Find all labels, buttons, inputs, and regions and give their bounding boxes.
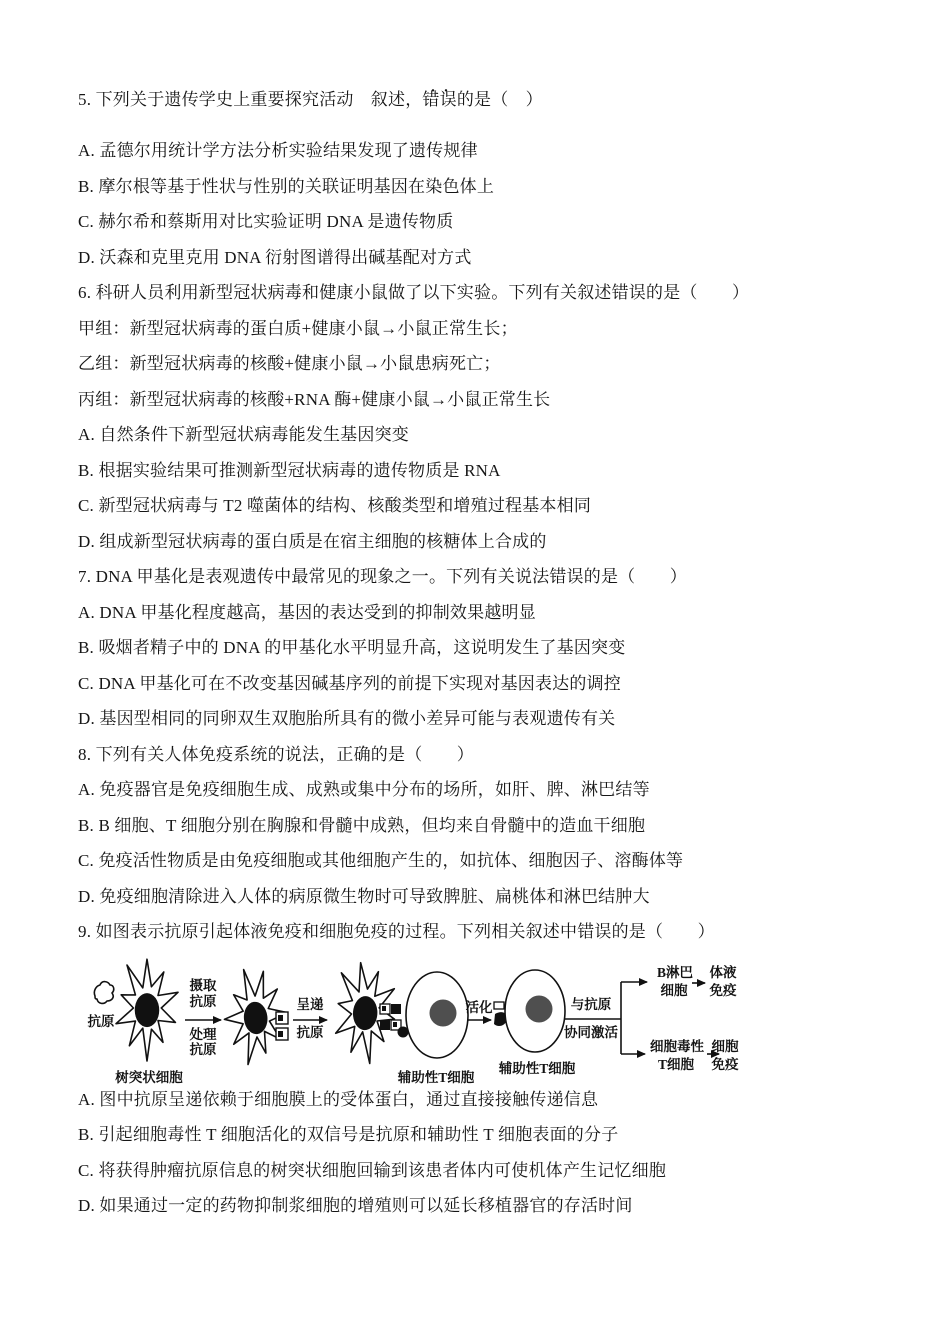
branch-bracket-icon: [565, 982, 647, 1054]
humoral-label-2: 免疫: [709, 982, 737, 998]
present-label-1: 呈递: [296, 996, 324, 1012]
dendritic-cell-1-icon: [116, 959, 178, 1061]
q5-stem-emphasis: 错误 · ·: [422, 90, 456, 109]
helper-t-cell-1-nucleus: [430, 999, 457, 1026]
uptake-label-2: 抗原: [189, 993, 217, 1009]
ctl-label-1: 细胞毒性: [650, 1038, 704, 1054]
helper-t-cell-2-label: 辅助性T细胞: [498, 1060, 576, 1076]
q5-stem-pre: 5. 下列关于遗传学史上重要探究活动 叙述，: [78, 90, 423, 109]
q7-stem: 7. DNA 甲基化是表观遗传中最常见的现象之一。下列有关说法错误的是（ ）: [78, 567, 687, 586]
cellular-label-1: 细胞: [711, 1038, 739, 1054]
q8-option-b: B. B 细胞、T 细胞分别在胸腺和骨髓中成熟，但均来自骨髓中的造血干细胞: [78, 815, 646, 835]
q6-group-jia: 甲组：新型冠状病毒的蛋白质+健康小鼠→小鼠正常生长；: [78, 318, 518, 338]
present-label-2: 抗原: [296, 1024, 324, 1040]
q9-option-c: C. 将获得肿瘤抗原信息的树突状细胞回输到该患者体内可使机体产生记忆细胞: [78, 1160, 667, 1180]
q6-option-a: A. 自然条件下新型冠状病毒能发生基因突变: [78, 425, 409, 444]
q5-option-d: D. 沃森和克里克用 DNA 衍射图谱得出碱基配对方式: [78, 247, 472, 267]
q9-option-a: A. 图中抗原呈递依赖于细胞膜上的受体蛋白，通过直接接触传递信息: [78, 1089, 599, 1109]
helper-t-cell-2-nucleus: [526, 995, 553, 1022]
activate-label: 活化: [465, 999, 493, 1015]
ctl-label-2: T细胞: [657, 1056, 695, 1072]
process-label-2: 抗原: [189, 1041, 217, 1057]
q7-option-b: B. 吸烟者精子中的 DNA 的甲基化水平明显升高，这说明发生了基因突变: [78, 638, 626, 657]
immune-process-diagram: [75, 946, 740, 1086]
q6-stem: 6. 科研人员利用新型冠状病毒和健康小鼠做了以下实验。下列有关叙述错误的是（ ）: [78, 283, 750, 302]
exam-content: [78, 88, 888, 1230]
q6-option-c: C. 新型冠状病毒与 T2 噬菌体的结构、核酸类型和增殖过程基本相同: [78, 496, 592, 515]
q5-option-a: A. 孟德尔用统计学方法分析实验结果发现了遗传规律: [78, 141, 478, 160]
humoral-label-1: 体液: [709, 964, 737, 980]
q9-option-b: B. 引起细胞毒性 T 细胞活化的双信号是抗原和辅助性 T 细胞表面的分子: [78, 1125, 619, 1144]
coactivate-label-1: 与抗原: [570, 996, 612, 1012]
q5-option-c: C. 赫尔希和蔡斯用对比实验证明 DNA 是遗传物质: [78, 212, 454, 231]
q9-option-d: D. 如果通过一定的药物抑制浆细胞的增殖则可以延长移植器官的存活时间: [78, 1196, 633, 1215]
mhc-fragments-icon: [276, 1012, 288, 1040]
q8-option-c: C. 免疫活性物质是由免疫细胞或其他细胞产生的，如抗体、细胞因子、溶酶体等: [78, 851, 684, 870]
q8-option-a: A. 免疫器官是免疫细胞生成、成熟或集中分布的场所，如肝、脾、淋巴结等: [78, 780, 650, 799]
b-cell-label-1: B淋巴: [656, 964, 694, 980]
q5-option-b: B. 摩尔根等基于性状与性别的关联证明基因在染色体上: [78, 176, 495, 196]
cellular-label-2: 免疫: [711, 1056, 739, 1072]
coactivate-label-2: 协同激活: [564, 1024, 618, 1040]
q5-stem-post: 的是（ ）: [456, 90, 543, 109]
antigen-label: 抗原: [87, 1013, 115, 1029]
q6-group-yi: 乙组：新型冠状病毒的核酸+健康小鼠→小鼠患病死亡；: [78, 354, 501, 373]
q6-group-bing: 丙组：新型冠状病毒的核酸+RNA 酶+健康小鼠→小鼠正常生长: [78, 389, 551, 409]
process-label-1: 处理: [189, 1026, 217, 1042]
q8-stem: 8. 下列有关人体免疫系统的说法，正确的是（ ）: [78, 744, 474, 764]
q8-option-d: D. 免疫细胞清除进入人体的病原微生物时可导致脾脏、扁桃体和淋巴结肿大: [78, 886, 650, 906]
q9-stem: 9. 如图表示抗原引起体液免疫和细胞免疫的过程。下列相关叙述中错误的是（ ）: [78, 922, 715, 941]
q6-option-b: B. 根据实验结果可推测新型冠状病毒的遗传物质是 RNA: [78, 460, 501, 480]
q6-option-d: D. 组成新型冠状病毒的蛋白质是在宿主细胞的核糖体上合成的: [78, 531, 547, 551]
q7-option-a: A. DNA 甲基化程度越高，基因的表达受到的抑制效果越明显: [78, 602, 536, 622]
antigen-icon: [94, 981, 113, 1003]
helper-t-cell-1-label: 辅助性T细胞: [397, 1069, 475, 1085]
q5-stem: [78, 88, 888, 111]
b-cell-label-2: 细胞: [660, 982, 688, 998]
q7-option-c: C. DNA 甲基化可在不改变基因碱基序列的前提下实现对基因表达的调控: [78, 673, 621, 693]
dendritic-cell-label: 树突状细胞: [115, 1069, 183, 1085]
uptake-label-1: 摄取: [189, 977, 217, 993]
antigen-presentation-contact-icon: [380, 1004, 409, 1038]
q7-option-d: D. 基因型相同的同卵双生双胞胎所具有的微小差异可能与表观遗传有关: [78, 709, 616, 728]
